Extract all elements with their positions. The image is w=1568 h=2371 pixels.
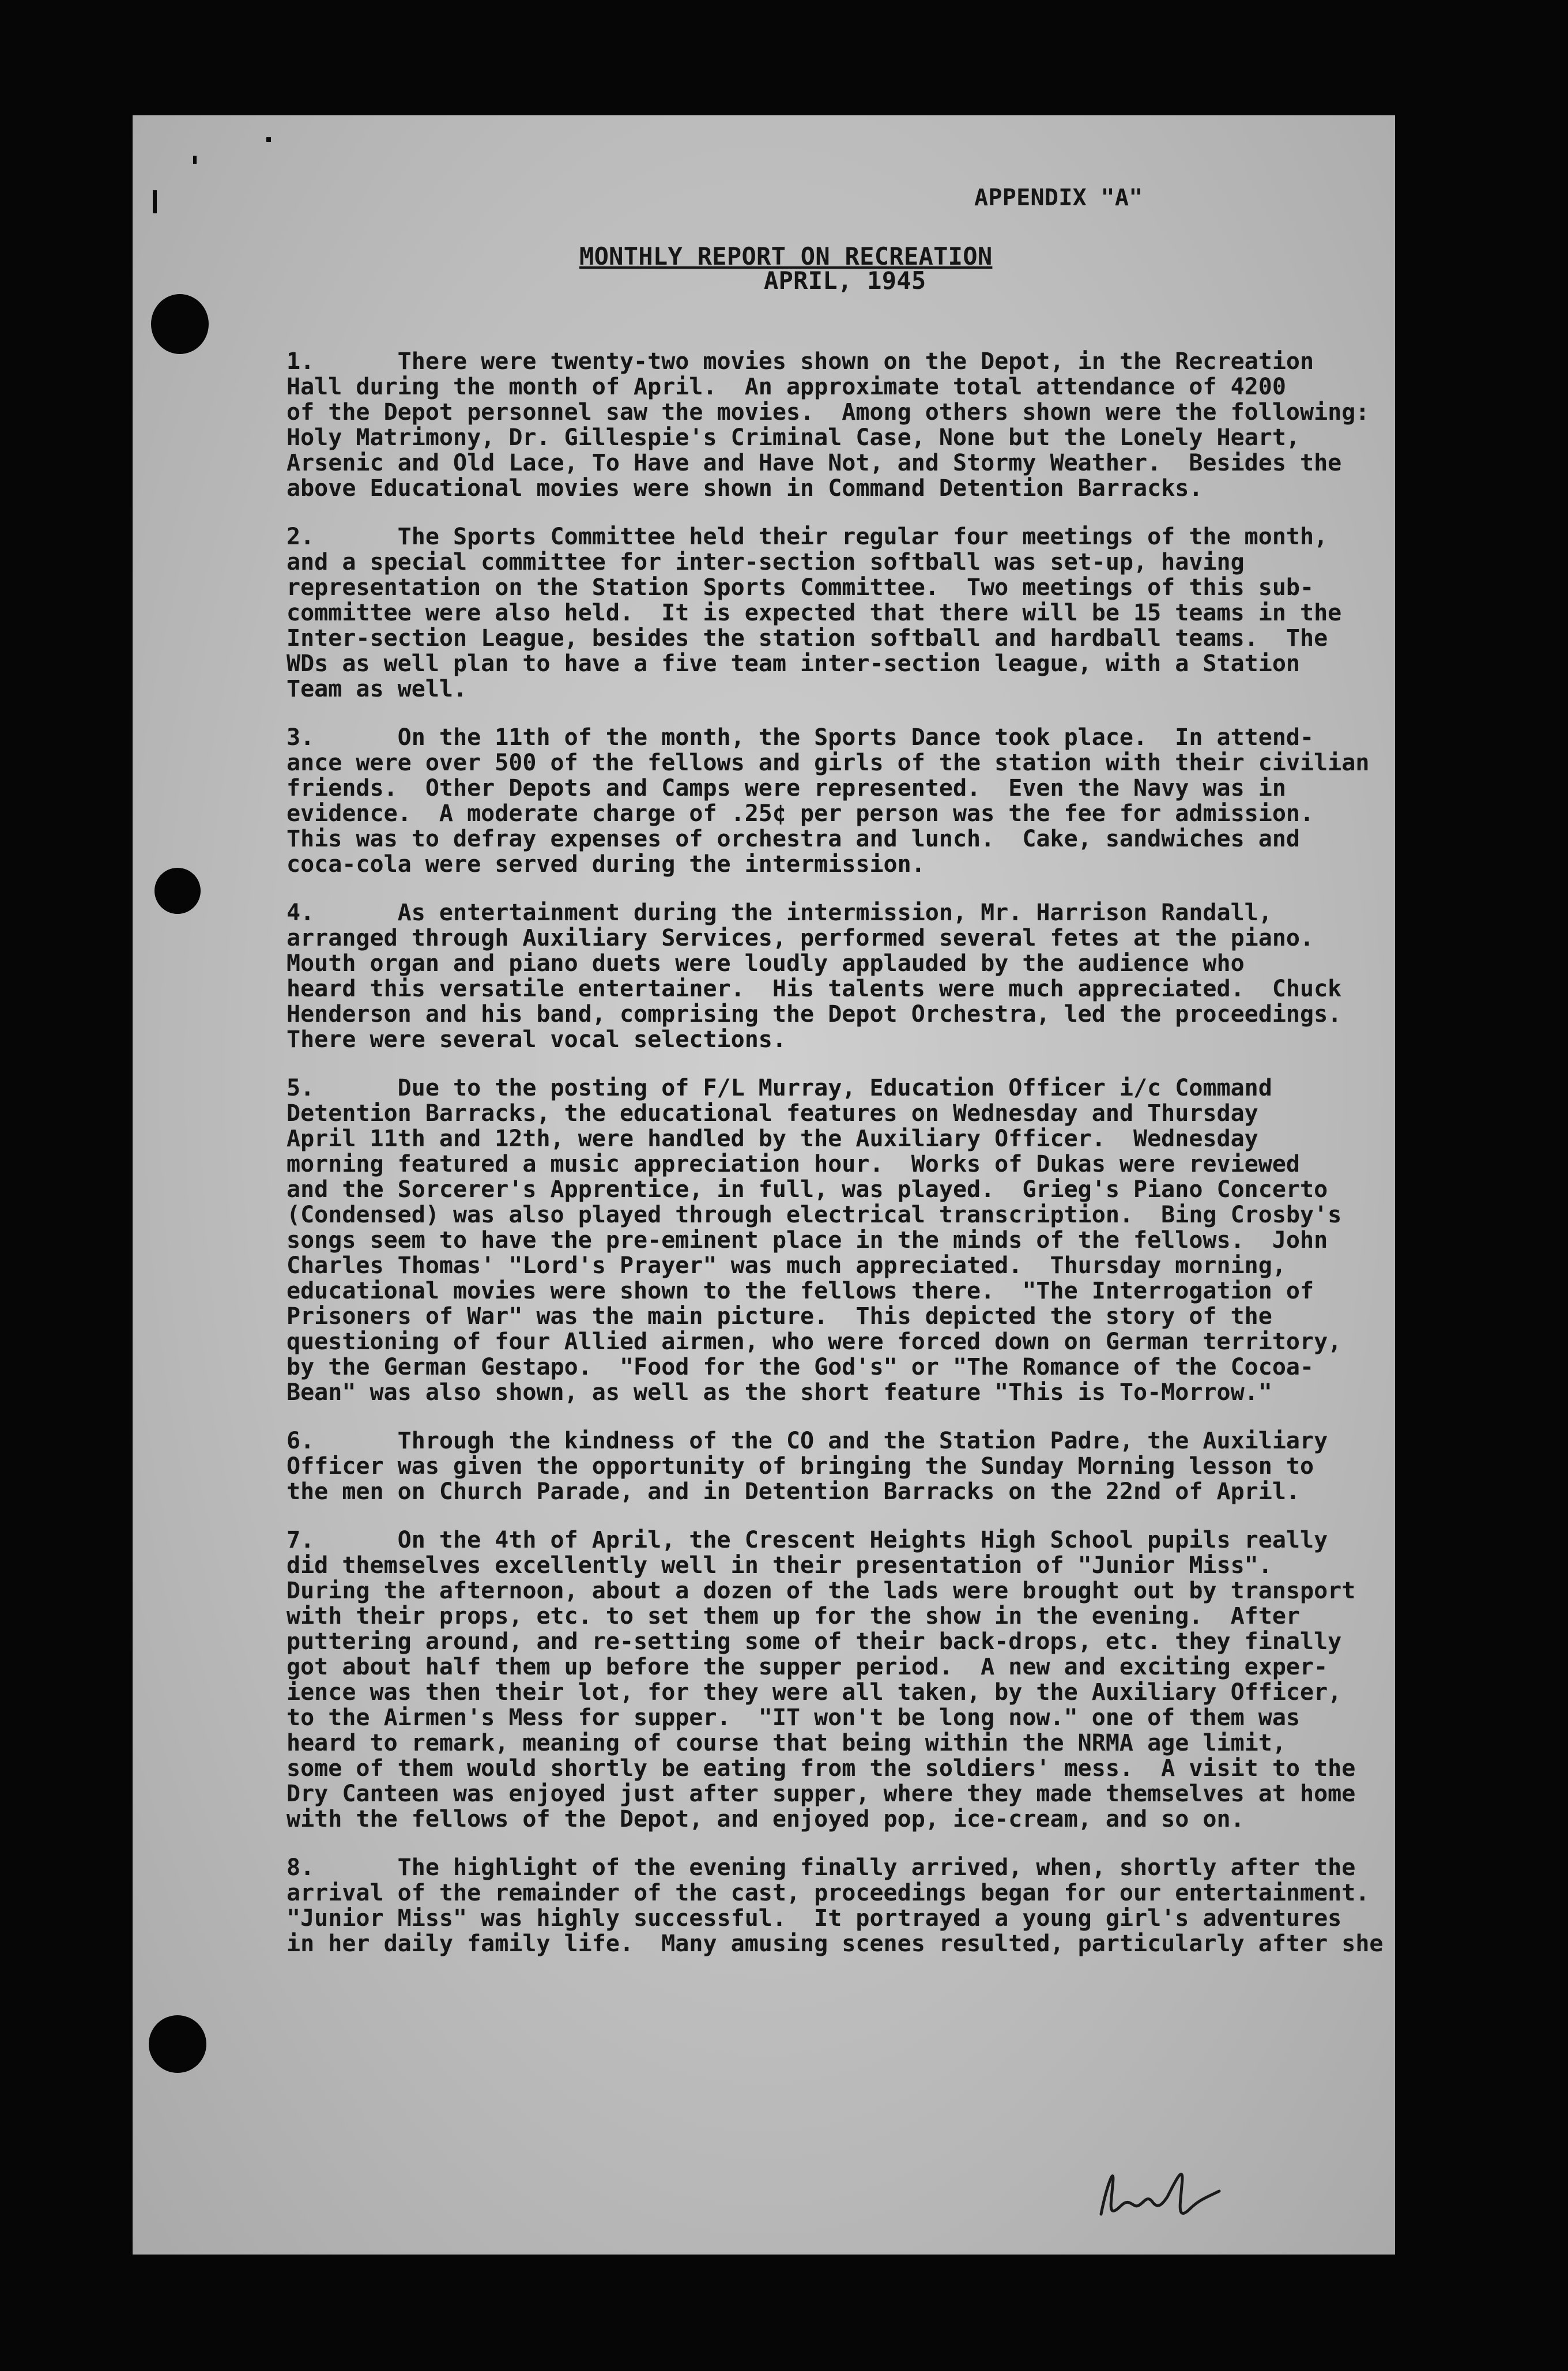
text-line: 3. On the 11th of the month, the Sports Dance took place. In attend- [287,724,1314,751]
text-line: friends. Other Depots and Camps were represented. Even the Navy was in [287,775,1286,801]
text-line: heard this versatile entertainer. His talents were much appreciated. Chuck [287,976,1342,1002]
text-line: the men on Church Parade, and in Detention Barracks on the 22nd of April. [287,1478,1300,1505]
paragraph-1 [287,349,1382,501]
text-line: with their props, etc. to set them up for the show in the evening. After [287,1603,1300,1629]
text-line: morning featured a music appreciation hour. Works of Dukas were reviewed [287,1151,1300,1177]
text-line: by the German Gestapo. "Food for the God's" or "The Romance of the Cocoa- [287,1354,1314,1380]
punch-hole-bottom [149,2015,206,2073]
text-line: Bean" was also shown, as well as the short feature "This is To-Morrow." [287,1379,1272,1406]
appendix-label: APPENDIX "A" [974,185,1143,211]
report-body [287,349,1382,1979]
punch-hole-middle [154,868,201,914]
text-line: Arsenic and Old Lace, To Have and Have Not, and Stormy Weather. Besides the [287,450,1342,476]
text-line: some of them would shortly be eating from the soldiers' mess. A visit to the [287,1755,1356,1782]
text-line: April 11th and 12th, were handled by the Auxiliary Officer. Wednesday [287,1126,1258,1152]
text-line: coca-cola were served during the intermission. [287,851,925,878]
text-line: Inter-section League, besides the station softball and hardball teams. The [287,625,1328,652]
text-line: (Condensed) was also played through electrical transcription. Bing Crosby's [287,1202,1342,1228]
text-line: and a special committee for inter-section softball was set-up, having [287,549,1245,575]
text-line: puttering around, and re-setting some of their back-drops, etc. they finally [287,1628,1342,1655]
paragraph-5 [287,1075,1382,1405]
handwritten-initials [1090,2151,1228,2237]
text-line: Hall during the month of April. An approximate total attendance of 4200 [287,374,1286,400]
text-line: representation on the Station Sports Committee. Two meetings of this sub- [287,574,1314,601]
paragraph-7 [287,1527,1382,1832]
text-line: 7. On the 4th of April, the Crescent Heights High School pupils really [287,1527,1328,1553]
paragraph-4 [287,900,1382,1052]
text-line: evidence. A moderate charge of .25¢ per person was the fee for admission. [287,800,1314,827]
text-line: Henderson and his band, comprising the Depot Orchestra, led the proceedings. [287,1001,1342,1028]
text-line: 4. As entertainment during the intermission, Mr. Harrison Randall, [287,900,1272,926]
text-line: ance were over 500 of the fellows and girls of the station with their civilian [287,750,1370,776]
text-line: educational movies were shown to the fellows there. "The Interrogation of [287,1278,1314,1304]
text-line: Detention Barracks, the educational features on Wednesday and Thursday [287,1100,1258,1127]
text-line: songs seem to have the pre-eminent place in the minds of the fellows. John [287,1227,1328,1254]
text-line: Holy Matrimony, Dr. Gillespie's Criminal Case, None but the Lonely Heart, [287,424,1300,451]
text-line: 8. The highlight of the evening finally arrived, when, shortly after the [287,1854,1356,1881]
text-line: This was to defray expenses of orchestra and lunch. Cake, sandwiches and [287,826,1300,852]
text-line: WDs as well plan to have a five team inter-section league, with a Station [287,650,1300,677]
text-line: heard to remark, meaning of course that being within the NRMA age limit, [287,1730,1286,1756]
text-line: did themselves excellently well in their presentation of "Junior Miss". [287,1552,1272,1579]
paragraph-2 [287,524,1382,702]
text-line: and the Sorcerer's Apprentice, in full, was played. Grieg's Piano Concerto [287,1176,1328,1203]
text-line: Team as well. [287,676,468,702]
text-line: ience was then their lot, for they were all taken, by the Auxiliary Officer, [287,1679,1342,1706]
text-line: Officer was given the opportunity of bringing the Sunday Morning lesson to [287,1453,1314,1480]
text-line: Prisoners of War" was the main picture. This depicted the story of the [287,1303,1272,1330]
text-line: Charles Thomas' "Lord's Prayer" was much appreciated. Thursday morning, [287,1252,1286,1279]
text-line: arrival of the remainder of the cast, proceedings began for our entertainment. [287,1880,1370,1906]
margin-mark [153,190,157,213]
margin-mark [193,156,197,164]
text-line: 1. There were twenty-two movies shown on the Depot, in the Recreation [287,348,1314,375]
paragraph-6 [287,1428,1382,1504]
page-title: MONTHLY REPORT ON RECREATION [579,242,993,270]
paragraph-3 [287,725,1382,877]
text-line: 2. The Sports Committee held their regular four meetings of the month, [287,524,1328,550]
text-line: Dry Canteen was enjoyed just after supper, where they made themselves at home [287,1781,1356,1807]
text-line: with the fellows of the Depot, and enjoyed pop, ice-cream, and so on. [287,1806,1245,1832]
text-line: There were several vocal selections. [287,1026,786,1053]
text-line: "Junior Miss" was highly successful. It portrayed a young girl's adventures [287,1905,1342,1932]
text-line: arranged through Auxiliary Services, performed several fetes at the piano. [287,925,1314,951]
text-line: to the Airmen's Mess for supper. "IT won't be long now." one of them was [287,1704,1300,1731]
text-line: 5. Due to the posting of F/L Murray, Education Officer i/c Command [287,1075,1272,1101]
text-line: Mouth organ and piano duets were loudly applauded by the audience who [287,950,1245,977]
text-line: questioning of four Allied airmen, who were forced down on German territory, [287,1328,1342,1355]
punch-hole-top [151,294,209,354]
text-line: 6. Through the kindness of the CO and the Station Padre, the Auxiliary [287,1428,1328,1454]
paragraph-8 [287,1855,1382,1956]
report-date: APRIL, 1945 [764,266,926,295]
margin-mark [266,137,271,142]
text-line: During the afternoon, about a dozen of the lads were brought out by transport [287,1578,1356,1604]
text-line: of the Depot personnel saw the movies. Among others shown were the following: [287,399,1370,426]
text-line: committee were also held. It is expected that there will be 15 teams in the [287,600,1342,626]
text-line: above Educational movies were shown in Command Detention Barracks. [287,475,1203,502]
text-line: in her daily family life. Many amusing scenes resulted, particularly after she [287,1930,1384,1957]
text-line: got about half them up before the supper period. A new and exciting exper- [287,1654,1328,1680]
